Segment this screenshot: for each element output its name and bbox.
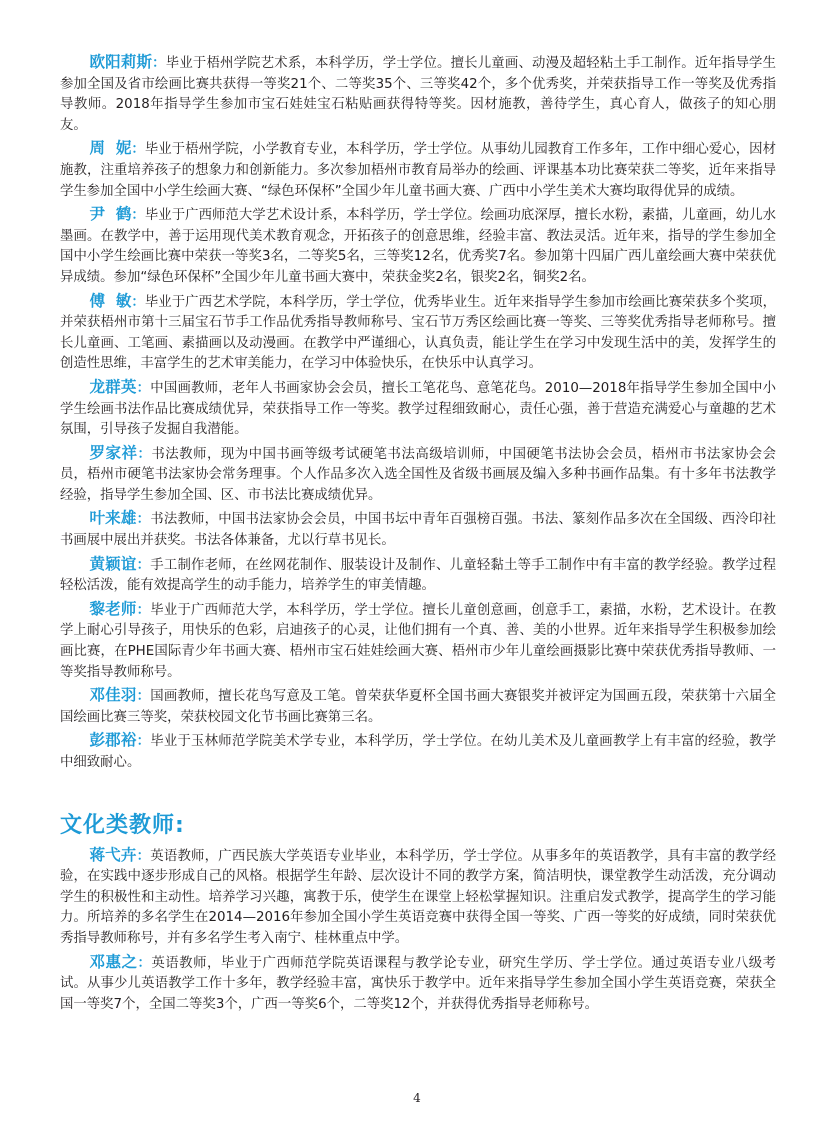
teacher-bio: 手工制作老师，在丝网花制作、服装设计及制作、儿童轻黏土等手工制作中有丰富的教学经验。教学过程轻松活泼，能有效提高学生的动手能力，培养学生的审美情趣。 [60,557,776,594]
teacher-name: 彭郡裕 [89,731,137,750]
name-colon: ： [136,380,151,396]
name-colon: ： [136,848,151,864]
teacher-bio: 英语教师，广西民族大学英语专业毕业，本科学历，学士学位。从事多年的英语教学，具有丰富的教学经验，在实践中逐步形成自己的风格。根据学生年龄、层次设计不同的教学方案，简洁明快，课堂教学生动活泼，充分调动学生的积极性和主动性。培养学习兴趣，寓教于乐，使学生在课堂上轻松掌握知识。注重启发式教学，提高学生的学习能力。所培养的多名学生在2014—2016年参加全国小学生英语竞赛中获得全国一等奖、广西一等奖的好成绩，同时荣获优秀指导教师称号，并有多名学生考入南宁、桂林重点中学。 [60,848,776,946]
name-colon: ： [136,689,151,705]
page-number: 4 [413,1091,421,1105]
name-colon: ： [136,512,151,528]
teacher-bio: 毕业于广西师范大学艺术设计系，本科学历，学士学位。绘画功底深厚，擅长水粉，素描，儿童画，幼儿水墨画。在教学中，善于运用现代美术教育观念，开拓孩子的创意思维，经验丰富、教法灵活。近年来，指导的学生参加全国中小学生绘画比赛中荣获一等奖3名，二等奖5名，三等奖12名，优秀奖7名。参加第十四届广西儿童绘画大赛中荣获优异成绩。参加“绿色环保杯”全国少年儿童书画大赛中，荣获金奖2名，银奖2名，铜奖2名。 [60,208,777,285]
teacher-bio: 书法教师，现为中国书画等级考试硬笔书法高级培训师，中国硬笔书法协会会员，梧州市书法家协会会员，梧州市硬笔书法家协会常务理事。个人作品多次入选全国性及省级书画展及编入多种书画作品集。有十多年书法教学经验，指导学生参加全国、区、市书法比赛成绩优异。 [60,446,777,503]
teacher-name: 龙群英 [89,377,137,396]
name-colon: ： [137,955,152,971]
name-colon: ： [136,602,151,618]
teacher-entry [60,291,776,375]
teacher-name: 傅 敏 [89,291,132,310]
teacher-bio: 毕业于广西师范大学，本科学历，学士学位。擅长儿童创意画，创意手工，素描，水粉，艺术设计。在教学上耐心引导孩子，用快乐的色彩，启迪孩子的心灵，让他们拥有一个真、善、美的小世界。近年来指导学生积极参加绘画比赛，在PHE国际青少年书画大赛、梧州市宝石娃娃绘画大赛、梧州市少年儿童绘画摄影比赛中荣获优秀指导教师、一等奖指导教师称号。 [60,602,776,680]
teacher-bio: 国画教师，擅长花鸟写意及工笔。曾荣获华夏杯全国书画大赛银奖并被评定为国画五段，荣获第十六届全国绘画比赛三等奖，荣获校园文化节书画比赛第三名。 [60,689,776,725]
teacher-name: 黄颖谊 [89,554,137,573]
teacher-name: 尹 鹤 [89,205,132,224]
name-colon: ： [131,142,145,158]
teacher-bio: 毕业于广西艺术学院，本科学历，学士学位，优秀毕业生。近年来指导学生参加市绘画比赛荣获多个奖项，并荣获梧州市第十三届宝石节手工作品优秀指导教师称号、宝石节万秀区绘画比赛一等奖、三等奖优秀指导老师称号。擅长儿童画、工笔画、素描画以及动漫画。在教学中严谨细心，认真负责，能让学生在学习中发现生活中的美，发挥学生的创造性思维，丰富学生的艺术审美能力，在学习中体验快乐，在快乐中认真学习。 [60,294,777,372]
teacher-entry [60,204,776,288]
teacher-bio: 中国画教师，老年人书画家协会会员，擅长工笔花鸟、意笔花鸟。2010—2018年指导学生参加全国中小学生绘画书法作品比赛成绩优异，荣获指导工作一等奖。教学过程细致耐心，责任心强，善于营造充满爱心与童趣的艺术氛围，引导孩子发掘自我潜能。 [60,380,776,438]
teacher-entry [60,599,776,683]
teacher-name: 邓佳羽 [89,686,137,705]
teacher-name: 邓惠之 [89,952,138,971]
teacher-entry [60,508,776,551]
name-colon: ： [131,294,145,310]
name-colon: ： [131,208,145,224]
teacher-entry [60,377,776,441]
teacher-bio: 毕业于梧州学院，小学教育专业，本科学历，学士学位。从事幼儿园教育工作多年，工作中细心爱心，因材施教，注重培养孩子的想象力和创新能力。多次参加梧州市教育局举办的绘画、评课基本功比赛荣获二等奖，近年来指导学生参加全国中小学生绘画大赛、“绿色环保杯”全国少年儿童书画大赛、广西中小学生美术大赛均取得优异的成绩。 [60,142,777,199]
culture-teachers-list [60,845,776,1016]
teacher-entry [60,443,776,507]
teacher-entry [60,730,776,773]
name-colon: ： [136,734,151,750]
teacher-bio: 英语教师，毕业于广西师范学院英语课程与教学论专业，研究生学历、学士学位。通过英语专业八级考试。从事少儿英语教学工作十多年，教学经验丰富，寓快乐于教学中。近年来指导学生参加全国小学生英语竞赛，荣获全国一等奖7个，全国二等奖3个，广西一等奖6个，二等奖12个，并获得优秀指导老师称号。 [60,955,777,1012]
teacher-entry [60,685,776,728]
section-title: 文化类教师: [60,812,185,838]
name-colon: ： [137,446,152,462]
teacher-bio: 书法教师，中国书法家协会会员，中国书坛中青年百强榜百强。书法、篆刻作品多次在全国级、西泠印社书画展中展出并获奖。书法各体兼备，尤以行草书见长。 [60,512,776,549]
teacher-entry [60,554,776,597]
teacher-name: 黎老师 [89,599,137,618]
teacher-name: 罗家祥 [89,443,138,462]
name-colon: ： [136,557,151,573]
teacher-name: 周 妮 [89,139,132,158]
teacher-bio: 毕业于玉林师范学院美术学专业，本科学历，学士学位。在幼儿美术及儿童画教学上有丰富的经验，教学中细致耐心。 [60,734,776,770]
teacher-entry [60,952,776,1016]
teacher-bio: 毕业于梧州学院艺术系，本科学历，学士学位。擅长儿童画、动漫及超轻粘土手工制作。近年指导学生参加全国及省市绘画比赛共获得一等奖21个、二等奖35个、三等奖42个，多个优秀奖，并荣获指导工作一等奖及优秀指导教师。2018年指导学生参加市宝石娃娃宝石粘贴画获得特等奖。因材施教，善待学生，真心育人，做孩子的知心朋友。 [60,56,776,133]
teacher-entry [60,845,776,950]
teacher-entry [60,52,776,136]
page-content [60,52,776,1017]
teacher-name: 叶来雄 [89,509,137,528]
name-colon: ： [152,56,166,71]
teacher-name: 蒋弋卉 [89,845,137,864]
art-teachers-list [60,52,776,774]
teacher-entry [60,138,776,202]
teacher-name: 欧阳莉斯 [89,53,153,71]
